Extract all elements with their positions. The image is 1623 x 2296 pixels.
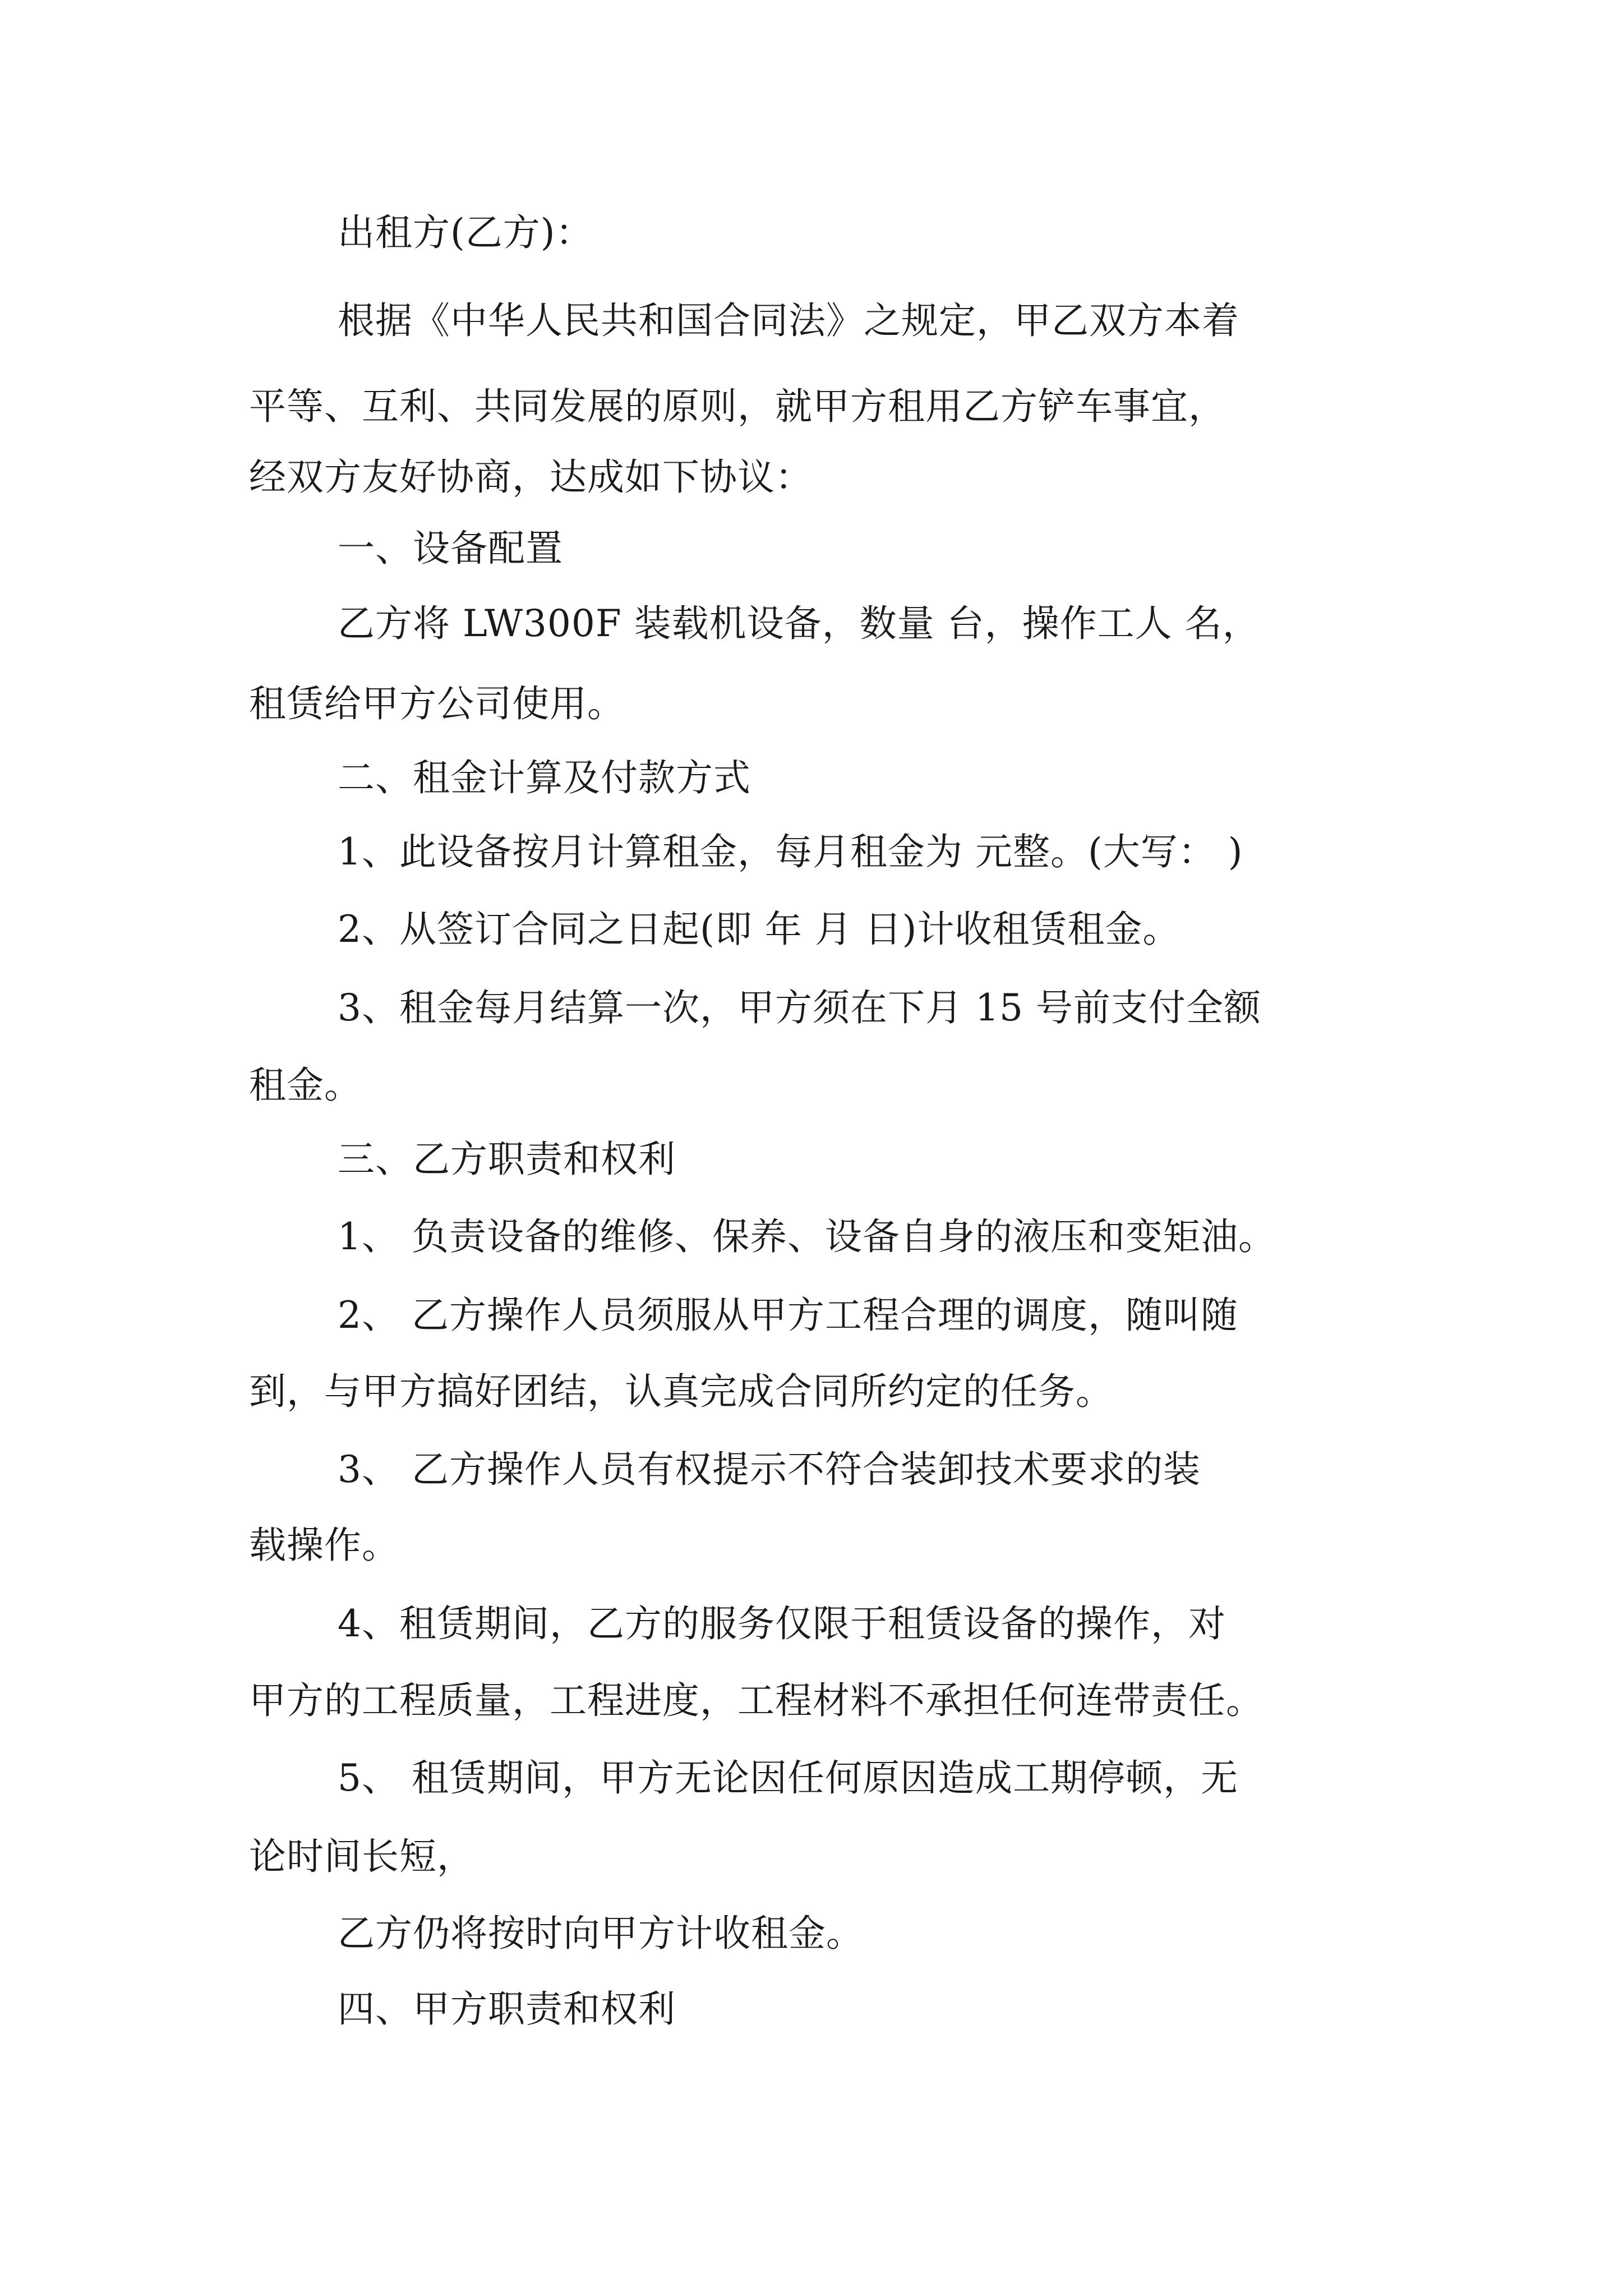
lessor-duty-2-line-1: 2、 乙方操作人员须服从甲方工程合理的调度，随叫随 [338,1294,1238,1337]
lessor-duty-3-line-1: 3、 乙方操作人员有权提示不符合装卸技术要求的装 [338,1448,1201,1491]
preamble-line-3: 经双方友好协商，达成如下协议： [249,455,813,499]
lessor-duty-5-line-1: 5、 租赁期间，甲方无论因任何原因造成工期停顿，无 [338,1756,1238,1800]
lessor-duty-1: 1、 负责设备的维修、保养、设备自身的液压和变矩油。 [338,1215,1276,1258]
lessor-duty-4-line-1: 4、租赁期间，乙方的服务仅限于租赁设备的操作，对 [338,1602,1226,1645]
section-heading-3: 三、乙方职责和权利 [338,1138,676,1181]
lessor-duty-3-line-2: 载操作。 [249,1524,399,1567]
preamble-line-1: 根据《中华人民共和国合同法》之规定，甲乙双方本着 [338,299,1239,342]
lessor-party-line: 出租方(乙方)： [338,211,593,254]
rent-clause-3-line-1: 3、租金每月结算一次，甲方须在下月 15 号前支付全额 [338,986,1261,1029]
equipment-line-1: 乙方将 LW300F 装载机设备，数量 台，操作工人 名， [338,602,1260,645]
lessor-duty-4-line-2: 甲方的工程质量，工程进度，工程材料不承担任何连带责任。 [249,1679,1264,1722]
section-heading-4: 四、甲方职责和权利 [338,1987,676,2031]
rent-clause-2: 2、从签订合同之日起(即 年 月 日)计收租赁租金。 [338,908,1181,951]
rent-clause-1: 1、此设备按月计算租金，每月租金为 元整。(大写： ) [338,830,1243,873]
preamble-line-2: 平等、互利、共同发展的原则，就甲方租用乙方铲车事宜， [249,385,1226,428]
rent-clause-3-line-2: 租金。 [249,1064,362,1107]
lessor-duty-2-line-2: 到，与甲方搞好团结，认真完成合同所约定的任务。 [249,1370,1113,1413]
section-heading-1: 一、设备配置 [338,527,563,570]
lessor-duty-5-line-2: 论时间长短， [249,1835,474,1878]
section-heading-2: 二、租金计算及付款方式 [338,756,751,799]
equipment-line-2: 租赁给甲方公司使用。 [249,682,625,725]
lessor-duty-5-line-3: 乙方仍将按时向甲方计收租金。 [338,1912,864,1955]
